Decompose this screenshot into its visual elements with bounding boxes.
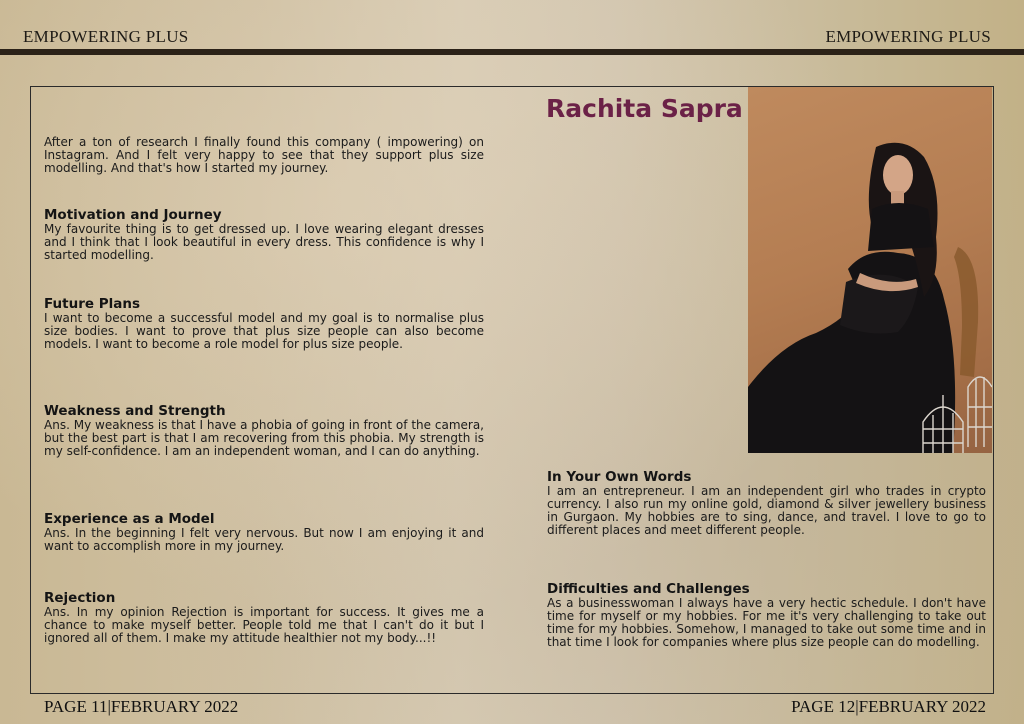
portrait-photo bbox=[748, 87, 992, 453]
magazine-header-left: EMPOWERING PLUS bbox=[23, 27, 189, 46]
section-body: I want to become a successful model and my goal is to normalise plus size bodies. I want to prove that plus size people can also become models. I want to become a role model for plus size people. bbox=[44, 311, 484, 351]
section-difficulties bbox=[547, 582, 986, 649]
intro-paragraph: After a ton of research I finally found this company ( impowering) on Instagram. And I felt very happy to see that they support plus size modelling. And that's how I started my journey. bbox=[44, 135, 484, 175]
magazine-header-right: EMPOWERING PLUS bbox=[825, 27, 991, 46]
section-body: I am an entrepreneur. I am an independent girl who trades in crypto currency. I also run my online gold, diamond & silver jewellery business in Gurgaon. My hobbies are to sing, dance, and travel. I love to go to different places and meet different people. bbox=[547, 484, 986, 537]
section-body: Ans. In my opinion Rejection is important for success. It gives me a chance to make myself better. People told me that I can't do it but I ignored all of them. I make my attitude healthier not my body...!! bbox=[44, 605, 484, 645]
section-experience bbox=[44, 512, 484, 553]
section-own-words bbox=[547, 470, 986, 537]
section-motivation bbox=[44, 208, 484, 262]
section-heading: In Your Own Words bbox=[547, 469, 692, 485]
section-body: As a businesswoman I always have a very hectic schedule. I don't have time for myself or my hobbies. For me it's very challenging to take out time for my hobbies. Somehow, I managed to take out some time and in that time I look for companies where plus size people can do modelling. bbox=[547, 596, 986, 649]
header-divider bbox=[0, 49, 1024, 55]
section-weakness-strength bbox=[44, 404, 484, 458]
section-body: My favourite thing is to get dressed up. I love wearing elegant dresses and I think that I look beautiful in every dress. This confidence is why I started modelling. bbox=[44, 222, 484, 262]
section-body: Ans. My weakness is that I have a phobia of going in front of the camera, but the best part is that I am recovering from this phobia. My strength is my self-confidence. I am an independent woman, and I can do anything. bbox=[44, 418, 484, 458]
section-heading: Rejection bbox=[44, 590, 116, 606]
intro-block bbox=[44, 136, 484, 175]
section-body: Ans. In the beginning I felt very nervous. But now I am enjoying it and want to accomplish more in my journey. bbox=[44, 526, 484, 553]
section-heading: Difficulties and Challenges bbox=[547, 581, 750, 597]
page-number-right: PAGE 12|FEBRUARY 2022 bbox=[791, 697, 986, 716]
section-future-plans bbox=[44, 297, 484, 351]
section-heading: Weakness and Strength bbox=[44, 403, 226, 419]
section-heading: Future Plans bbox=[44, 296, 141, 312]
section-heading: Motivation and Journey bbox=[44, 207, 222, 223]
article-title: Rachita Sapra bbox=[546, 94, 743, 123]
section-heading: Experience as a Model bbox=[44, 511, 215, 527]
page-number-left: PAGE 11|FEBRUARY 2022 bbox=[44, 697, 239, 716]
section-rejection bbox=[44, 591, 484, 645]
